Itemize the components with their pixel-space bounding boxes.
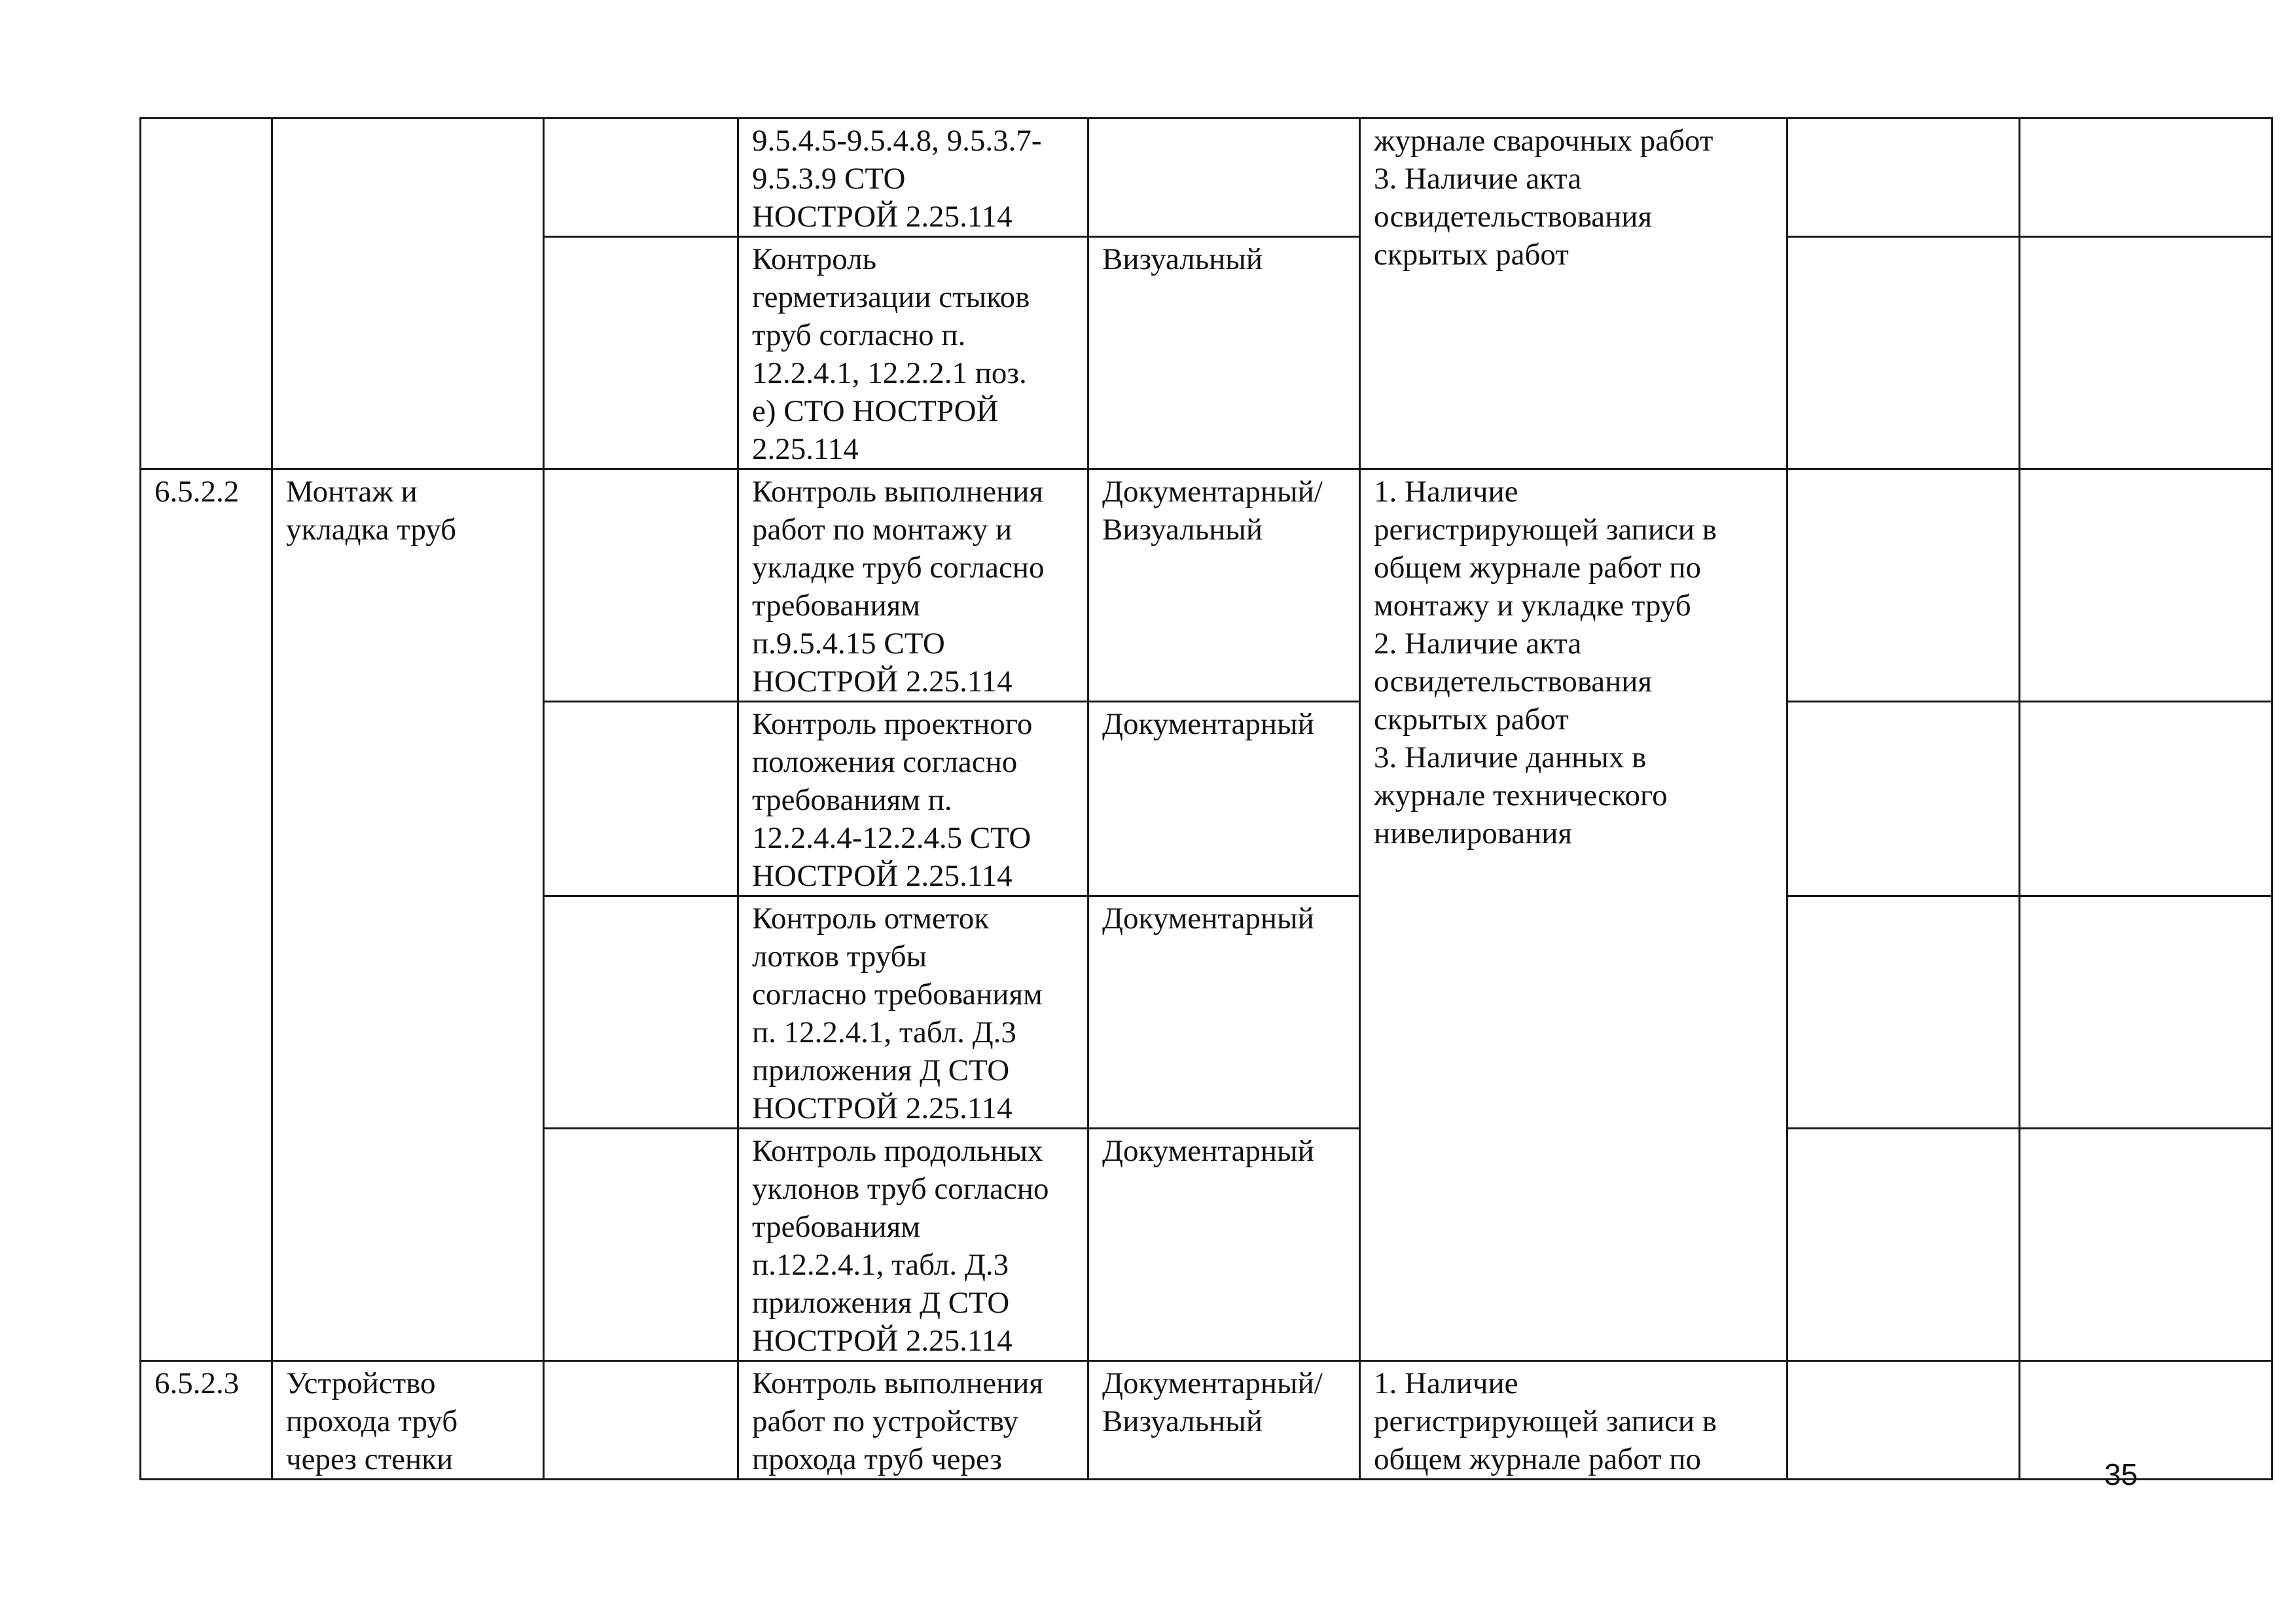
item-number-cell [141, 119, 272, 469]
work-stage-cell: Монтаж и укладка труб [272, 469, 544, 1361]
control-result-cell: журнале сварочных работ 3. Наличие акта освидетельствования скрытых работ [1360, 119, 1787, 469]
control-method-cell: Документарный [1088, 896, 1360, 1129]
control-method-cell: Документарный [1088, 702, 1360, 896]
blank-cell [544, 1129, 738, 1361]
control-method-cell: Документарный/ Визуальный [1088, 1361, 1360, 1480]
blank-cell [2020, 119, 2272, 237]
blank-cell [1787, 1129, 2020, 1361]
blank-cell [544, 119, 738, 237]
blank-cell [2020, 469, 2272, 702]
control-requirement-cell: Контроль выполнения работ по монтажу и укладке труб согласно требованиям п.9.5.4.15 СТО НОСТРОЙ 2.25.114 [738, 469, 1088, 702]
blank-cell [2020, 237, 2272, 469]
blank-cell [2020, 896, 2272, 1129]
work-stage-cell [272, 119, 544, 469]
page-number: 35 [2104, 1457, 2138, 1491]
blank-cell [544, 469, 738, 702]
blank-cell [544, 1361, 738, 1480]
work-stage-cell: Устройство прохода труб через стенки [272, 1361, 544, 1480]
blank-cell [1787, 896, 2020, 1129]
control-method-cell [1088, 119, 1360, 237]
control-result-cell: 1. Наличие регистрирующей записи в общем журнале работ по монтажу и укладке труб 2. Наличие акта освидетельствования скрытых работ 3. Наличие данных в журнале технического нивелирования [1360, 469, 1787, 1361]
blank-cell [544, 702, 738, 896]
blank-cell [1787, 119, 2020, 237]
control-result-cell: 1. Наличие регистрирующей записи в общем журнале работ по [1360, 1361, 1787, 1480]
control-method-cell: Визуальный [1088, 237, 1360, 469]
table-row [141, 119, 2272, 237]
table-row [141, 469, 2272, 702]
blank-cell [1787, 237, 2020, 469]
control-method-cell: Документарный [1088, 1129, 1360, 1361]
item-number-cell: 6.5.2.2 [141, 469, 272, 1361]
control-requirement-cell: Контроль продольных уклонов труб согласно требованиям п.12.2.4.1, табл. Д.3 приложения Д СТО НОСТРОЙ 2.25.114 [738, 1129, 1088, 1361]
blank-cell [2020, 1361, 2272, 1480]
control-requirement-cell: Контроль герметизации стыков труб согласно п. 12.2.4.1, 12.2.2.1 поз. е) СТО НОСТРОЙ 2.25.114 [738, 237, 1088, 469]
blank-cell [1787, 469, 2020, 702]
blank-cell [1787, 702, 2020, 896]
control-requirement-cell: Контроль выполнения работ по устройству прохода труб через [738, 1361, 1088, 1480]
blank-cell [1787, 1361, 2020, 1480]
item-number-cell: 6.5.2.3 [141, 1361, 272, 1480]
control-method-cell: Документарный/ Визуальный [1088, 469, 1360, 702]
blank-cell [2020, 702, 2272, 896]
control-requirement-cell: Контроль проектного положения согласно требованиям п. 12.2.4.4-12.2.4.5 СТО НОСТРОЙ 2.25.114 [738, 702, 1088, 896]
control-table [139, 117, 2273, 1480]
control-requirement-cell: 9.5.4.5-9.5.4.8, 9.5.3.7- 9.5.3.9 СТО НОСТРОЙ 2.25.114 [738, 119, 1088, 237]
blank-cell [2020, 1129, 2272, 1361]
blank-cell [544, 896, 738, 1129]
blank-cell [544, 237, 738, 469]
control-requirement-cell: Контроль отметок лотков трубы согласно требованиям п. 12.2.4.1, табл. Д.3 приложения Д СТО НОСТРОЙ 2.25.114 [738, 896, 1088, 1129]
table-row [141, 1361, 2272, 1480]
